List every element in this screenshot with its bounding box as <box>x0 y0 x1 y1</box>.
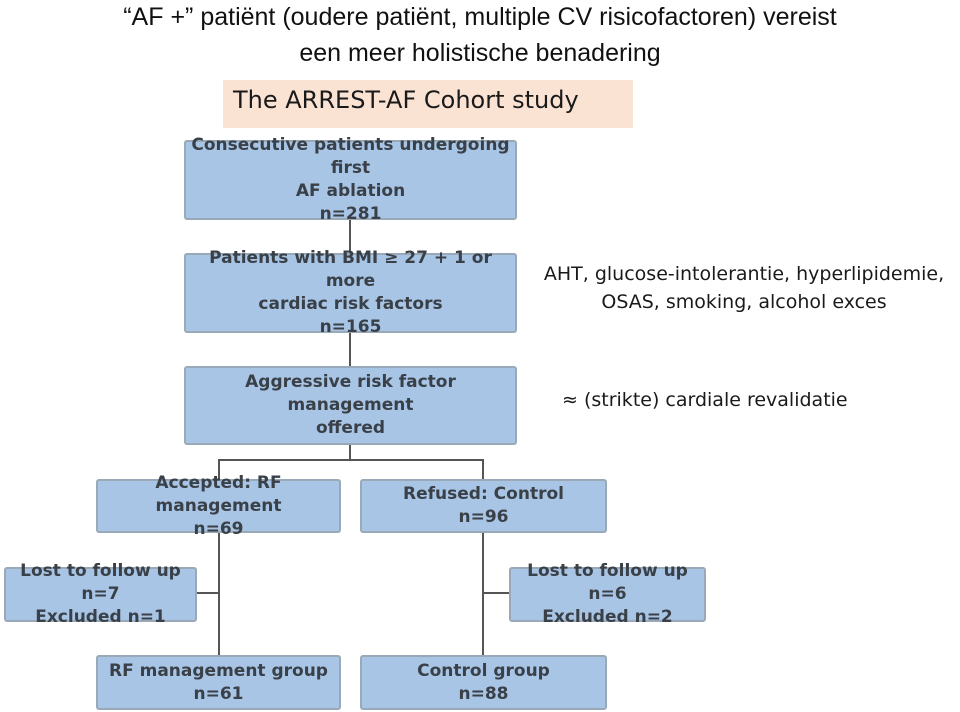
lost-follow-up-left-box <box>4 561 197 627</box>
lost-right-label-1: Lost to follow up n=6 <box>527 561 688 604</box>
rehab-note: ≈ (strikte) cardiale revalidatie <box>562 389 848 411</box>
accepted-box <box>96 472 341 539</box>
consecutive-count: n=281 <box>319 204 382 224</box>
connector-refused-control <box>482 532 484 656</box>
lost-left-label-2: Excluded n=1 <box>35 607 166 627</box>
control-group-label: Control group <box>417 660 550 681</box>
lost-left-label-1: Lost to follow up n=7 <box>20 561 181 604</box>
rf-group-count: n=61 <box>193 683 244 704</box>
refused-count: n=96 <box>458 507 509 527</box>
lost-right-label-2: Excluded n=2 <box>542 607 673 627</box>
connector-lost-right <box>483 592 510 594</box>
consecutive-label-1: Consecutive patients undergoing first <box>191 135 510 178</box>
bmi-count: n=165 <box>319 317 382 337</box>
rf-group-label: RF management group <box>109 660 328 681</box>
slide-title-line1: “AF +” patiënt (oudere patiënt, multiple CV risicofactoren) vereist <box>123 3 837 31</box>
connector-split-horizontal <box>218 459 484 461</box>
risk-factors-note-line1: AHT, glucose-intolerantie, hyperlipidemie, <box>543 263 945 285</box>
risk-factors-note-line2: OSAS, smoking, alcohol exces <box>601 291 887 313</box>
connector-3-split <box>349 444 351 460</box>
connector-lost-left <box>196 592 219 594</box>
accepted-label: Accepted: RF management <box>155 472 282 516</box>
refused-box <box>360 479 607 533</box>
bmi-label-2: cardiac risk factors <box>258 294 443 314</box>
aggressive-label-2: offered <box>315 418 386 438</box>
slide-title-line2: een meer holistische benadering <box>299 39 661 67</box>
bmi-patients-box <box>184 248 517 337</box>
control-group-count: n=88 <box>458 683 509 704</box>
refused-label: Refused: Control <box>403 484 564 504</box>
study-subtitle: The ARREST-AF Cohort study <box>233 86 579 114</box>
consecutive-patients-box <box>184 135 517 224</box>
bmi-label-1: Patients with BMI ≥ 27 + 1 or more <box>209 248 492 291</box>
aggressive-label-1: Aggressive risk factor management <box>245 372 456 415</box>
lost-follow-up-right-box <box>509 561 706 627</box>
aggressive-management-box <box>184 366 517 445</box>
consecutive-label-2: AF ablation <box>295 181 406 201</box>
control-group-box <box>360 655 607 710</box>
rf-management-group-box <box>96 655 341 710</box>
connector-accepted-rf <box>218 532 220 656</box>
connector-split-right <box>482 459 484 480</box>
accepted-count: n=69 <box>193 518 244 539</box>
